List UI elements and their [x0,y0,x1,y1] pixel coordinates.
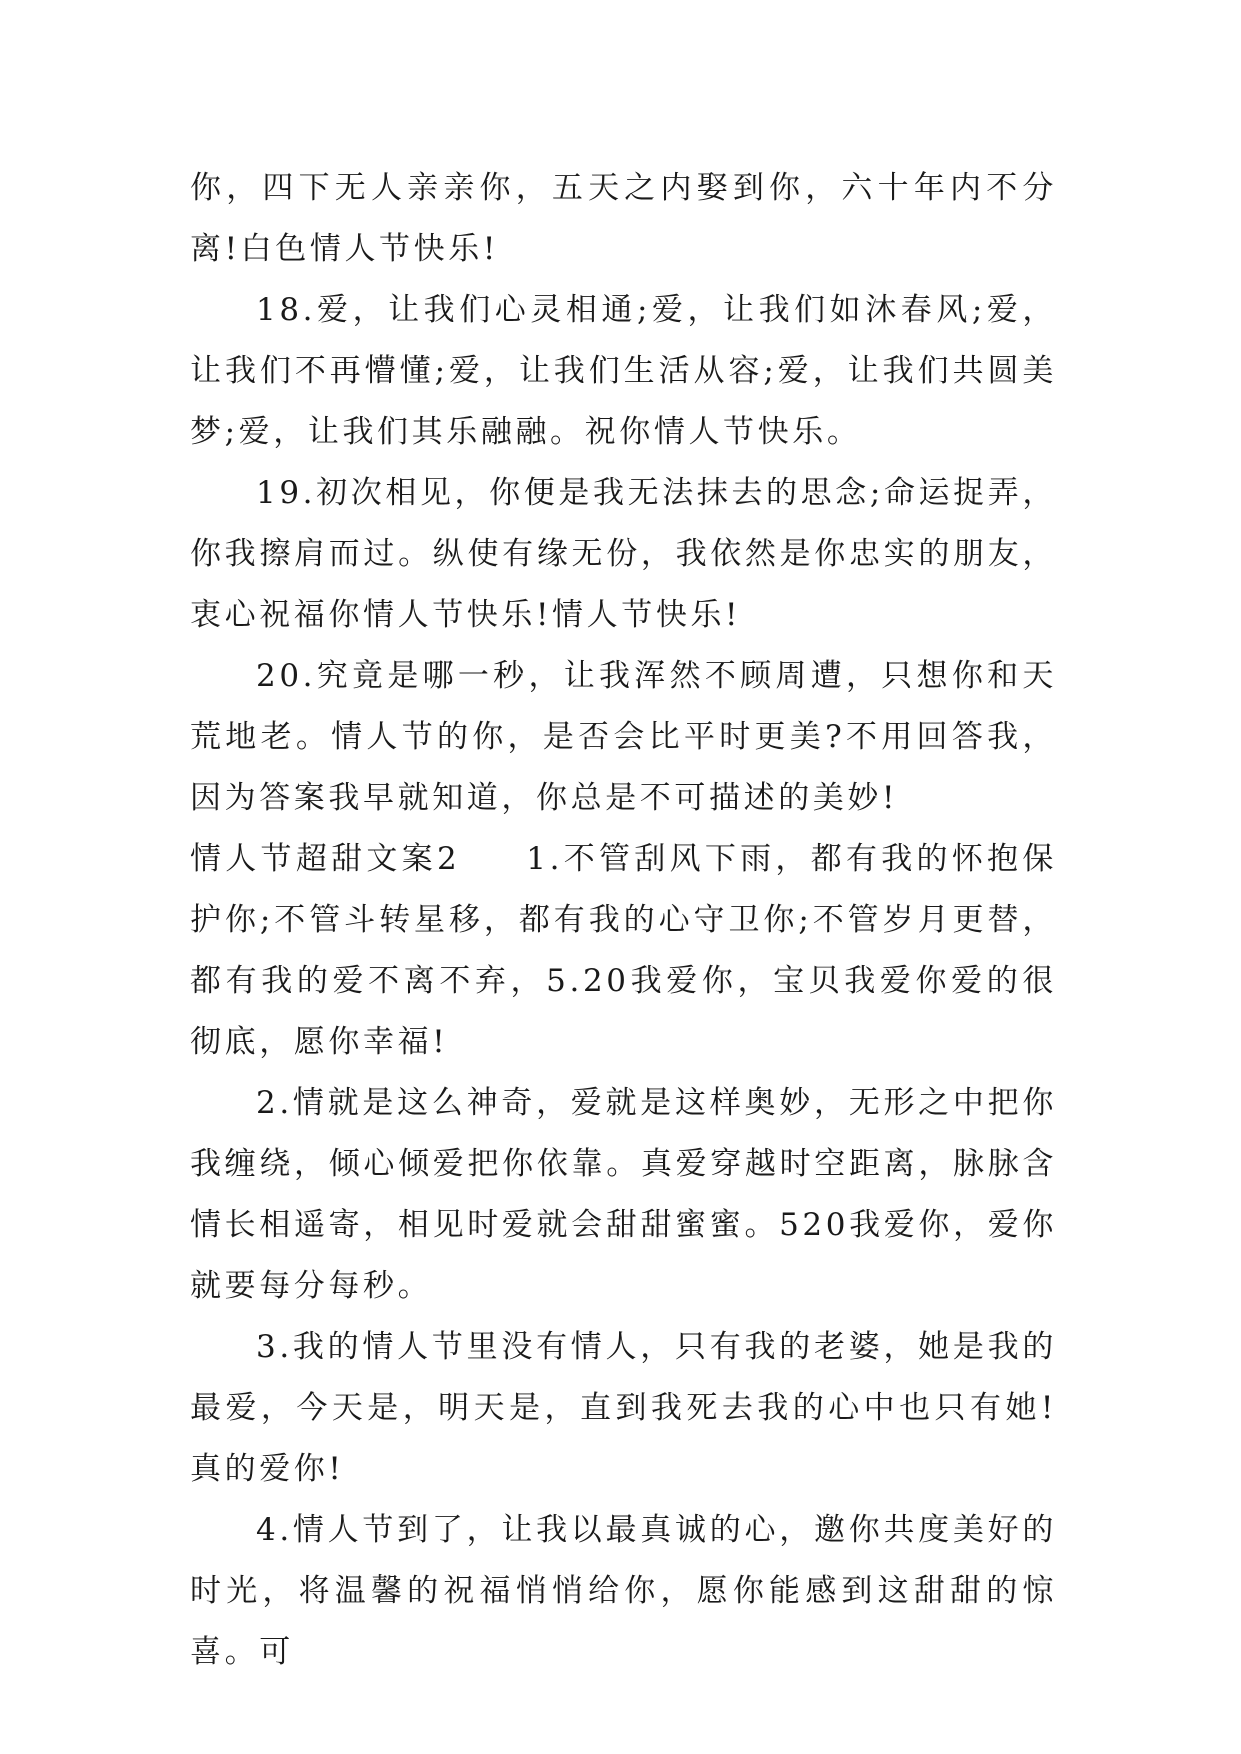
paragraph-item-19: 19.初次相见，你便是我无法抹去的思念;命运捉弄，你我擦肩而过。纵使有缘无份，我依然是你忠实的朋友，衷心祝福你情人节快乐!情人节快乐! [190,475,1057,633]
paragraph-item-4: 4.情人节到了，让我以最真诚的心，邀你共度美好的时光，将温馨的祝福悄悄给你，愿你能感到这甜甜的惊喜。可 [190,1512,1057,1670]
paragraph-item-3: 3.我的情人节里没有情人，只有我的老婆，她是我的最爱，今天是，明天是，直到我死去我的心中也只有她!真的爱你! [190,1329,1057,1487]
paragraph-item-18: 18.爱，让我们心灵相通;爱，让我们如沐春风;爱，让我们不再懵懂;爱，让我们生活从容;爱，让我们共圆美梦;爱，让我们其乐融融。祝你情人节快乐。 [190,292,1057,450]
paragraph-item-1: 1.不管刮风下雨，都有我的怀抱保护你;不管斗转星移，都有我的心守卫你;不管岁月更替，都有我的爱不离不弃，5.20我爱你，宝贝我爱你爱的很彻底，愿你幸福! [190,841,1057,1060]
continuation-paragraph: 你，四下无人亲亲你，五天之内娶到你，六十年内不分离!白色情人节快乐! [190,170,1057,267]
paragraph-item-2: 2.情就是这么神奇，爱就是这样奥妙，无形之中把你我缠绕，倾心倾爱把你依靠。真爱穿越时空距离，脉脉含情长相遥寄，相见时爱就会甜甜蜜蜜。520我爱你，爱你就要每分每秒。 [190,1085,1057,1304]
paragraph-item-20: 20.究竟是哪一秒，让我浑然不顾周遭，只想你和天荒地老。情人节的你，是否会比平时更美?不用回答我，因为答案我早就知道，你总是不可描述的美妙! [190,658,1057,816]
section-paragraph [190,829,1057,1073]
section-heading: 情人节超甜文案2 [190,841,461,877]
document-body [190,158,1057,1683]
